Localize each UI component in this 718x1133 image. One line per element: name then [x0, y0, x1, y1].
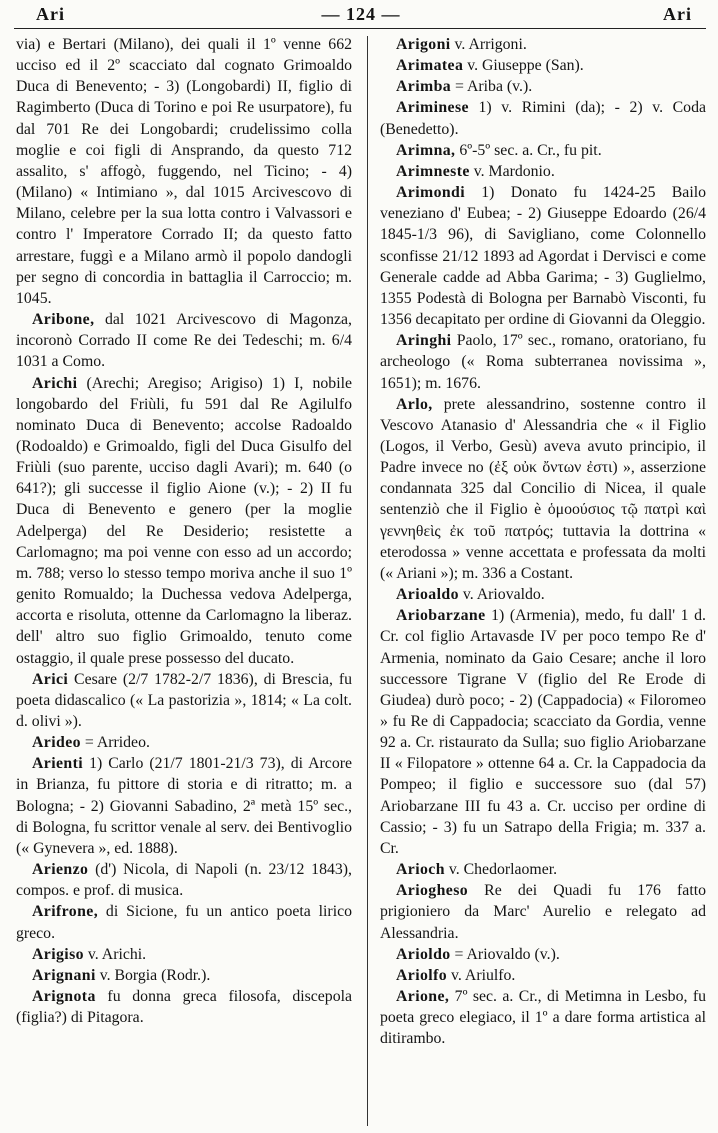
entry-headword: Ariobarzane [396, 607, 486, 625]
entry-text: v. Arichi. [83, 945, 147, 963]
entry-text: di Sicione, fu un antico poeta lirico greco. [16, 903, 352, 942]
entry-headword: Aribone, [32, 311, 95, 329]
entry-text: Cesare (2/7 1782-2/7 1836), di Brescia, fu poeta didascalico (« La pastorizia », 1814; « La colt. d. olivi »). [16, 670, 352, 730]
dictionary-entry [380, 394, 706, 584]
dictionary-entry [380, 584, 706, 605]
dictionary-entry [16, 753, 352, 859]
dictionary-entry [380, 34, 706, 55]
dictionary-entry [16, 859, 352, 901]
entry-text: 7º sec. a. Cr., di Metimna in Lesbo, fu poeta greco elegiaco, il 1º a dare forma artistica al ditirambo. [380, 988, 706, 1048]
dictionary-entry [16, 944, 352, 965]
entry-headword: Ariminese [396, 99, 469, 117]
entry-text: 6º-5º sec. a. Cr., fu pit. [455, 141, 602, 159]
entry-headword: Arimna, [396, 141, 456, 159]
entry-text: 1) v. Rimini (da); - 2) v. Coda (Benedetto). [380, 99, 706, 138]
column-separator [367, 36, 368, 1126]
dictionary-entry [380, 182, 706, 330]
dictionary-entry [16, 669, 352, 732]
entry-text: Re dei Quadi fu 176 fatto prigioniero da Marc' Aurelio e relegato ad Alessandria. [380, 882, 706, 942]
dictionary-entry [380, 140, 706, 161]
entry-headword: Arioldo [396, 945, 451, 963]
entry-headword: Arione, [396, 988, 450, 1006]
entry-headword: Arioch [396, 861, 445, 879]
header-rule [14, 28, 706, 29]
dictionary-entry [380, 605, 706, 859]
dictionary-entry [380, 880, 706, 943]
entry-text: v. Ariovaldo. [458, 586, 545, 604]
entry-text: Paolo, 17º sec., romano, oratoriano, fu archeologo (« Roma subterranea novissima », 1651); m. 1676. [380, 332, 706, 392]
entry-text: = Ariovaldo (v.). [450, 945, 560, 963]
dictionary-entry [380, 986, 706, 1049]
dictionary-entry [380, 944, 706, 965]
entry-headword: Arimondi [396, 184, 466, 202]
entry-text: fu donna greca filosofa, discepola (figlia?) di Pitagora. [16, 988, 352, 1027]
header-left-keyword: Ari [36, 4, 65, 24]
entry-headword: Arigoni [396, 36, 451, 53]
entry-text: dal 1021 Arcivescovo di Magonza, incoronò Corrado II come Re dei Tedeschi; m. 6/4 1031 a Como. [16, 311, 352, 371]
entry-headword: Ariolfo [396, 966, 448, 984]
entry-text: v. Chedorlaomer. [444, 861, 558, 879]
entry-text: 1) Carlo (21/7 1801-21/3 73), di Arcore in Brianza, fu pittore di storia e di ritratto; m. a Bologna; - 2) Giovanni Sabadino, 2ª metà 15º sec., di Bologna, fu scrittor venale al serv. dei Bentivoglio (« Gynevera », ed. 1888). [16, 755, 352, 857]
dictionary-entry [380, 97, 706, 139]
entry-headword: Arienzo [32, 861, 89, 879]
entry-headword: Arifrone, [32, 903, 99, 921]
header-right-keyword: Ari [663, 4, 692, 24]
page-number: — 124 — [321, 4, 401, 24]
entry-text: v. Giuseppe (San). [463, 57, 584, 75]
dictionary-entry [380, 965, 706, 986]
entry-text: via) e Bertari (Milano), dei quali il 1º venne 662 ucciso ed il 2º scacciato dal cognato Grimoaldo Duca di Benevento; - 3) (Longobardi) II, figlio di Ragimberto (Duca di Torino e poi Re usurpatore), fu dal 701 Re dei Longobardi; crudelissimo colla moglie e coi figli di Ansprando, da questo 712 assalito, s' affogò, fuggendo, nel Ticino; - 4) (Milano) « Intimiano », dal 1015 Arcivescovo di Milano, celebre per la sua lotta contro i Valvassori e contro l' Imperatore Corrado II; da questo fatto arrestare, fuggì e a Milano armò il popolo dandogli per segno di concordia in battaglia il Carroccio; m. 1045. [16, 36, 352, 307]
entry-headword: Arignani [32, 966, 96, 984]
entry-text: = Ariba (v.). [451, 78, 533, 96]
entry-headword: Arienti [32, 755, 84, 773]
entry-headword: Arlo, [396, 395, 433, 413]
entry-headword: Arioaldo [396, 586, 459, 604]
dictionary-entry [16, 309, 352, 372]
dictionary-entry [380, 55, 706, 76]
entry-text: prete alessandrino, sostenne contro il Vescovo Atanasio d' Alessandria che « il Figlio (Logos, il Verbo, Gesù) aveva avuto principio, il Padre invece no (ἐξ οὐκ ὄντων ἐστι) », asserzione condannata 325 dal Concilio di Nicea, il quale sentenziò che il Figlio è ὁμοούσιος τῷ πατρὶ καὶ γεννηθεὶς ἐκ τοῦ πατρός; tuttavia la dottrina « eterodossa » venne accettata e professata da molti (« Ariani »); m. 336 a Costant. [380, 395, 706, 582]
dictionary-entry [16, 373, 352, 669]
entry-text: = Arrideo. [80, 734, 150, 752]
page-header [16, 2, 706, 28]
dictionary-entry [16, 901, 352, 943]
dictionary-entry [380, 330, 706, 393]
entry-headword: Arichi [32, 374, 78, 392]
entry-headword: Arideo [32, 734, 81, 752]
dictionary-entry [16, 986, 352, 1028]
entry-text: v. Ariulfo. [447, 966, 516, 984]
entry-headword: Arici [32, 670, 69, 688]
dictionary-entry [380, 161, 706, 182]
entry-text: (d') Nicola, di Napoli (n. 23/12 1843), compos. e prof. di musica. [16, 861, 352, 900]
entry-headword: Aringhi [396, 332, 452, 350]
dictionary-entry [16, 732, 352, 753]
entry-headword: Arignota [32, 988, 96, 1006]
entry-headword: Arimatea [396, 57, 464, 75]
entry-text: v. Borgia (Rodr.). [95, 966, 211, 984]
dictionary-entry [16, 34, 352, 309]
entry-text: v. Mardonio. [469, 162, 555, 180]
dictionary-entry [380, 859, 706, 880]
right-column [380, 34, 706, 1050]
dictionary-entry [16, 965, 352, 986]
entry-headword: Arimneste [396, 162, 470, 180]
entry-text: 1) (Armenia), medo, fu dall' 1 d. Cr. col figlio Artavasde IV per poco tempo Re d' Armenia, nominato da Gaio Cesare; anche il loro successore Tigrane V (figlio del Re Erode di Giudea) durò poco; - 2) (Cappadocia) « Filoromeo » fu Re di Cappadocia; scacciato da Gordia, venne 92 a. Cr. ristaurato da Sulla; suo figlio Ariobarzane II « Filopatore » ottenne 64 a. Cr. la Cappadocia da Pompeo; il figlio e successore suo (dal 57) Ariobarzane III fu 43 a. Cr. ucciso per ordine di Cassio; - 3) fu un Satrapo della Frigia; m. 337 a. Cr. [380, 607, 706, 857]
dictionary-entry [380, 76, 706, 97]
left-column [16, 34, 352, 1028]
entry-text: v. Arrigoni. [450, 36, 527, 53]
entry-headword: Ariogheso [396, 882, 469, 900]
entry-headword: Arimba [396, 78, 452, 96]
entry-text: 1) Donato fu 1424-25 Bailo veneziano d' Eubea; - 2) Giuseppe Edoardo (26/4 1845-1/3 96), di Savigliano, come Colonnello sconfisse 21/12 1893 ad Agordat i Dervisci e come Generale cadde ad Abba Garima; - 3) Guglielmo, 1355 Podestà di Bologna per Barnabò Visconti, fu 1356 decapitato per ordine di Giovanni da Oleggio. [380, 184, 706, 329]
entry-headword: Arigiso [32, 945, 84, 963]
entry-text: (Arechi; Aregiso; Arigiso) 1) I, nobile longobardo del Friùli, fu 591 dal Re Agilulfo nominato Duca di Benevento; accolse Radoaldo (Rodoaldo) e Grimoaldo, figli del Duca Gisulfo del Friùli (suo parente, ucciso dagli Avari); m. 640 (o 641?); gli successe il figlio Aione (v.); - 2) II fu Duca di Benevento e genero (per la moglie Adelperga) del Re Desiderio; resistette a Carlomagno; ma poi venne con esso ad un accordo; m. 788; verso lo stesso tempo moriva anche il suo 1º genito Romualdo; la Duchessa vedova Adelperga, accorta e risoluta, ottenne da Carlomagno la liberaz. dell' altro suo figlio Grimoaldo, tenuto come ostaggio, il quale prese possesso del ducato. [16, 374, 352, 667]
